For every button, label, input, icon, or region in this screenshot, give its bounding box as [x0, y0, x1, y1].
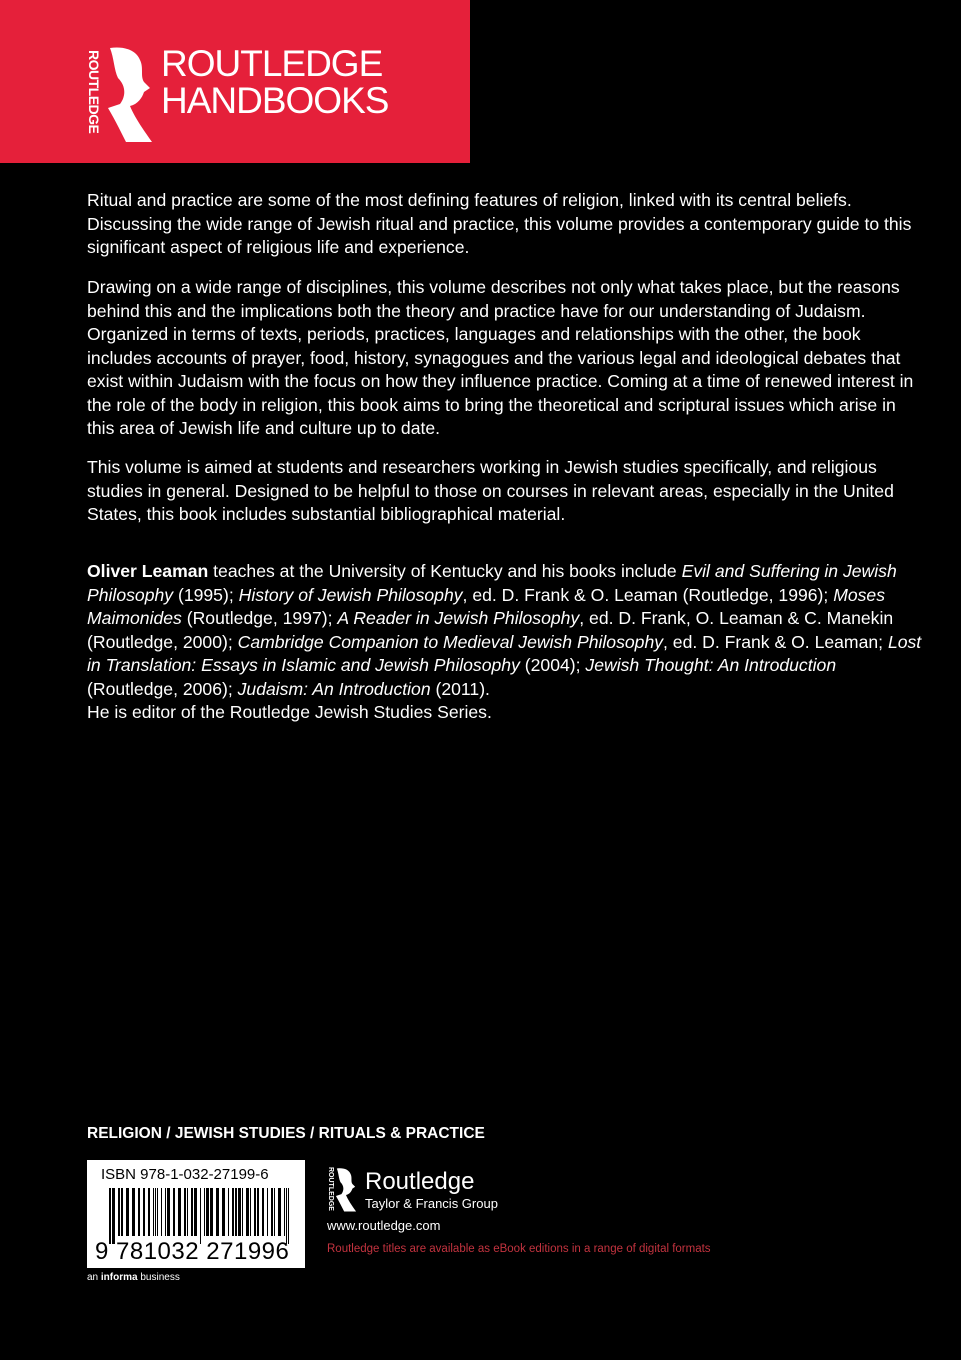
publisher-vertical-wordmark: ROUTLEDGE — [327, 1167, 334, 1211]
book-title: Evil and Suffering in Jewish Philosophy — [87, 561, 897, 605]
description-paragraph-3: This volume is aimed at students and researchers working in Jewish studies specifically, and religious studies in general. Designed to be helpful to those on courses in relevant areas, especially in the United States, this book includes substantial bibliographical material. — [87, 457, 894, 524]
routledge-logo-icon — [335, 1165, 357, 1215]
informa-suffix: business — [137, 1272, 180, 1283]
book-title: Cambridge Companion to Medieval Jewish Philosophy — [237, 631, 664, 652]
informa-prefix: an — [87, 1272, 101, 1283]
barcode-digits: 9 781032 271996 — [95, 1238, 290, 1265]
bio-text: (2004); — [519, 655, 586, 675]
bio-text: (Routledge, 1997); — [181, 608, 338, 628]
publisher-name: Routledge — [365, 1168, 475, 1195]
author-bio-last-line: He is editor of the Routledge Jewish Studies Series. — [87, 702, 492, 722]
series-title-line1: ROUTLEDGE — [161, 43, 383, 84]
subject-category: RELIGION / JEWISH STUDIES / RITUALS & PRACTICE — [87, 1125, 485, 1142]
publisher-group: Taylor & Francis Group — [365, 1196, 498, 1211]
book-title: Lost in Translation: Essays in Islamic and Jewish Philosophy — [87, 631, 922, 675]
bio-text: (Routledge, 2006); — [87, 678, 238, 699]
routledge-vertical-wordmark: ROUTLEDGE — [86, 50, 102, 134]
bio-text: , ed. D. Frank, O. Leaman & C. Manekin (Routledge, 2000); — [87, 608, 894, 652]
bio-text: (2011). — [430, 678, 490, 699]
author-name: Oliver Leaman — [87, 561, 209, 581]
description-paragraph-1: Ritual and practice are some of the most defining features of religion, linked with its central beliefs. Discussing the wide range of Jewish ritual and practice, this volume provides a contemporary guide to this significant aspect of religious life and experience. — [87, 190, 912, 257]
description-paragraph-2: Drawing on a wide range of disciplines, this volume describes not only what takes place, but the reasons behind this and the implications both the theory and practice have for our understanding of Judaism. Organized in terms of texts, periods, practices, languages and relationships with the other, the book includes accounts of prayer, food, history, synagogues and the various legal and ideological debates that exist within Judaism with the focus on how they influence practice. Coming at a time of renewed interest in the role of the body in religion, this book aims to bring the theoretical and scriptural issues which arise in this area of Jewish life and culture up to date. — [87, 277, 914, 438]
series-banner — [0, 0, 470, 163]
book-title: Moses Maimonides — [87, 584, 886, 628]
book-title: Jewish Thought: An Introduction — [585, 655, 837, 675]
book-title: Judaism: An Introduction — [237, 678, 431, 699]
informa-brand: informa — [100, 1272, 138, 1283]
isbn-label: ISBN 978-1-032-27199-6 — [101, 1166, 269, 1183]
series-title — [161, 45, 388, 119]
bio-text: , ed. D. Frank & O. Leaman; — [663, 631, 888, 652]
bio-text: teaches at the University of Kentucky and his books include — [208, 561, 682, 581]
bio-text: , ed. D. Frank & O. Leaman (Routledge, 1996); — [462, 584, 834, 605]
publisher-url[interactable]: www.routledge.com — [327, 1218, 441, 1233]
bio-text: (1995); — [173, 584, 239, 605]
informa-tagline — [87, 1272, 180, 1283]
isbn-barcode — [87, 1160, 305, 1268]
book-title: History of Jewish Philosophy — [238, 584, 463, 605]
routledge-head-profile-icon — [106, 46, 154, 144]
ebook-note: Routledge titles are available as eBook editions in a range of digital formats — [327, 1243, 711, 1255]
series-title-line2: HANDBOOKS — [161, 80, 389, 121]
author-bio — [87, 560, 927, 725]
barcode-icon — [109, 1188, 291, 1244]
book-title: A Reader in Jewish Philosophy — [337, 608, 580, 628]
